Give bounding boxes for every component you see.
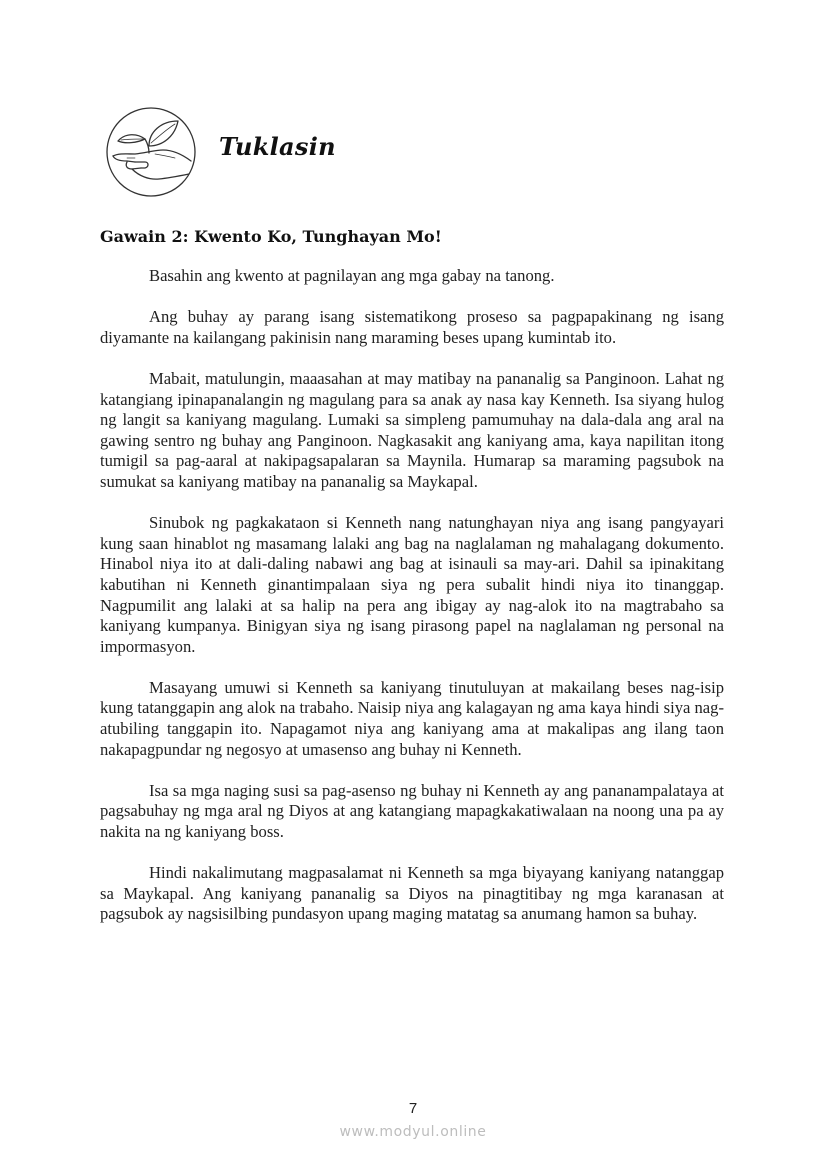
instruction-paragraph: Basahin ang kwento at pagnilayan ang mga gabay na tanong. — [149, 266, 555, 285]
section-title: Tuklasin — [219, 132, 336, 161]
page-number: 7 — [408, 1100, 418, 1117]
story-body — [100, 266, 724, 946]
story-paragraph: Sinubok ng pagkakataon si Kenneth nang natunghayan niya ang isang pangyayari kung saan hinablot ng masamang lalaki ang bag na naglalaman ng mahalagang dokumento. Hinabol niya ito at dali-daling nabawi ang bag at isinauli sa may-ari. Dahil sa ipinakitang kabutihan ni Kenneth ginantimpalaan siya ng pera subalit hindi niya ito tinanggap. Nagpumilit ang lalaki at sa halip na pera ang ibigay ay nag-alok ito na magtrabaho sa kaniyang kumpanya. Binigyan siya ng isang pirasong papel na naglalaman ng personal na impormasyon. — [100, 513, 724, 656]
watermark: www.modyul.online — [339, 1124, 487, 1140]
activity-title: Gawain 2: Kwento Ko, Tunghayan Mo! — [100, 227, 442, 246]
hand-holding-seedling-icon — [105, 106, 197, 198]
story-paragraph: Masayang umuwi si Kenneth sa kaniyang tinutuluyan at makailang beses nag-isip kung tatanggapin ang alok na trabaho. Naisip niya ang kalagayan ng ama kaya hindi siya nag-atubiling tanggapin ito. Napagamot niya ang kaniyang ama at makalipas ang ilang taon nakapagpundar ng negosyo at umasenso ang buhay ni Kenneth. — [100, 677, 724, 759]
story-paragraph: Isa sa mga naging susi sa pag-asenso ng buhay ni Kenneth ay ang pananampalataya at pagsabuhay ng mga aral ng Diyos at ang katangiang mapagkakatiwalaan na noong una pa ay nakita na ng kaniyang boss. — [100, 780, 724, 842]
story-paragraph: Ang buhay ay parang isang sistematikong proseso sa pagpapakinang ng isang diyamante na kailangang pakinisin nang maraming beses upang kumintab ito. — [100, 307, 724, 347]
story-paragraph: Hindi nakalimutang magpasalamat ni Kenneth sa mga biyayang kaniyang natanggap sa Maykapal. Ang kaniyang pananalig sa Diyos na pinagtitibay ng mga karanasan at pagsubok ay nagsisilbing pundasyon upang maging matatag sa anumang hamon sa buhay. — [100, 863, 724, 924]
story-paragraph: Mabait, matulungin, maaasahan at may matibay na pananalig sa Panginoon. Lahat ng katangiang ipinapanalangin ng magulang para sa anak ay nasa kay Kenneth. Isa siyang hulog ng langit sa kaniyang magulang. Lumaki sa simpleng pamumuhay na dala-dala ang aral na gawing sentro ng buhay ang Panginoon. Nagkasakit ang kaniyang ama, kaya napilitan itong tumigil sa pag-aaral at nakipagsapalaran sa Maynila. Humarap sa maraming pagsubok na sumukat sa kaniyang matibay na pananalig sa Maykapal. — [100, 368, 724, 491]
